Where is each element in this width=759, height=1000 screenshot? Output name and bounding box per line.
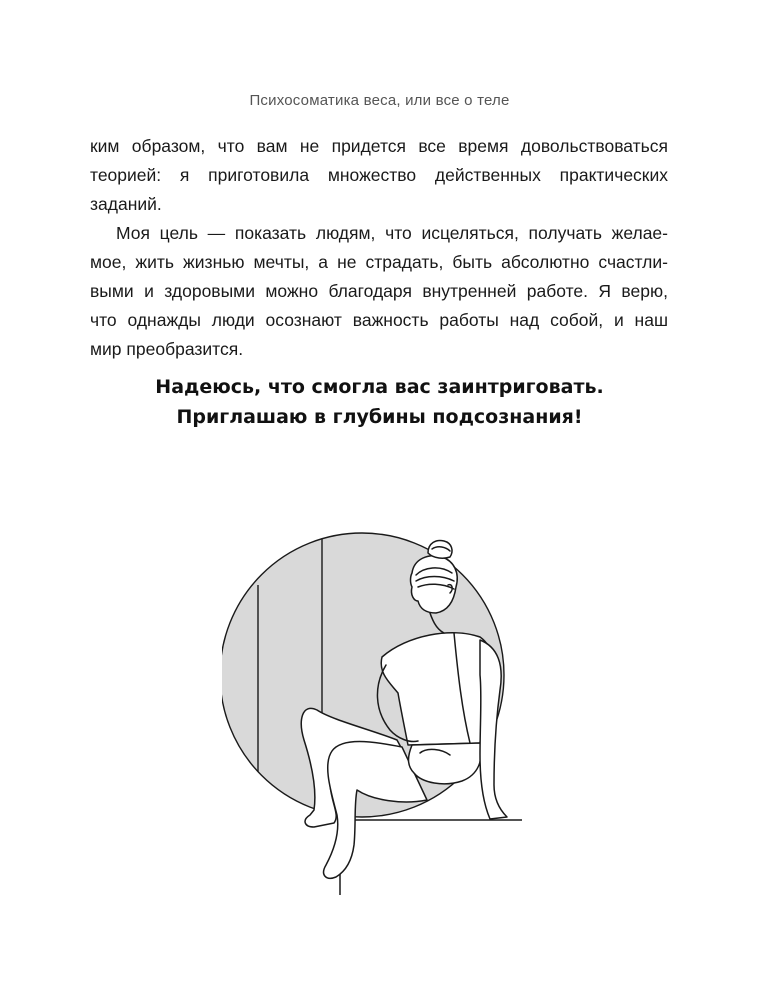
window-ledge xyxy=(340,820,522,895)
running-head: Психосоматика веса, или все о теле xyxy=(249,92,510,109)
callout-line: Приглашаю в глубины подсознания! xyxy=(176,406,583,428)
illustration-svg xyxy=(222,515,542,895)
text-line: Моя цель — показать людям, что исцеляться, получать желае- xyxy=(116,223,668,243)
text-line: выми и здоровыми можно благодаря внутренней работе. Я верю, xyxy=(90,281,668,301)
callout-line: Надеюсь, что смогла вас заинтриговать. xyxy=(155,376,604,398)
text-line: мир преобразится. xyxy=(90,339,244,359)
woman-at-window-illustration xyxy=(222,515,542,895)
text-line: что однажды люди осознают важность работы над собой, и наш xyxy=(90,310,668,330)
body-text xyxy=(90,132,668,364)
text-line: ким образом, что вам не придется все время довольствоваться xyxy=(90,136,668,156)
callout-heading xyxy=(0,372,759,432)
text-line: заданий. xyxy=(90,194,162,214)
text-line: теорией: я приготовила множество действенных практических xyxy=(90,165,668,185)
text-line: мое, жить жизнью мечты, а не страдать, быть абсолютно счастли- xyxy=(90,252,668,272)
